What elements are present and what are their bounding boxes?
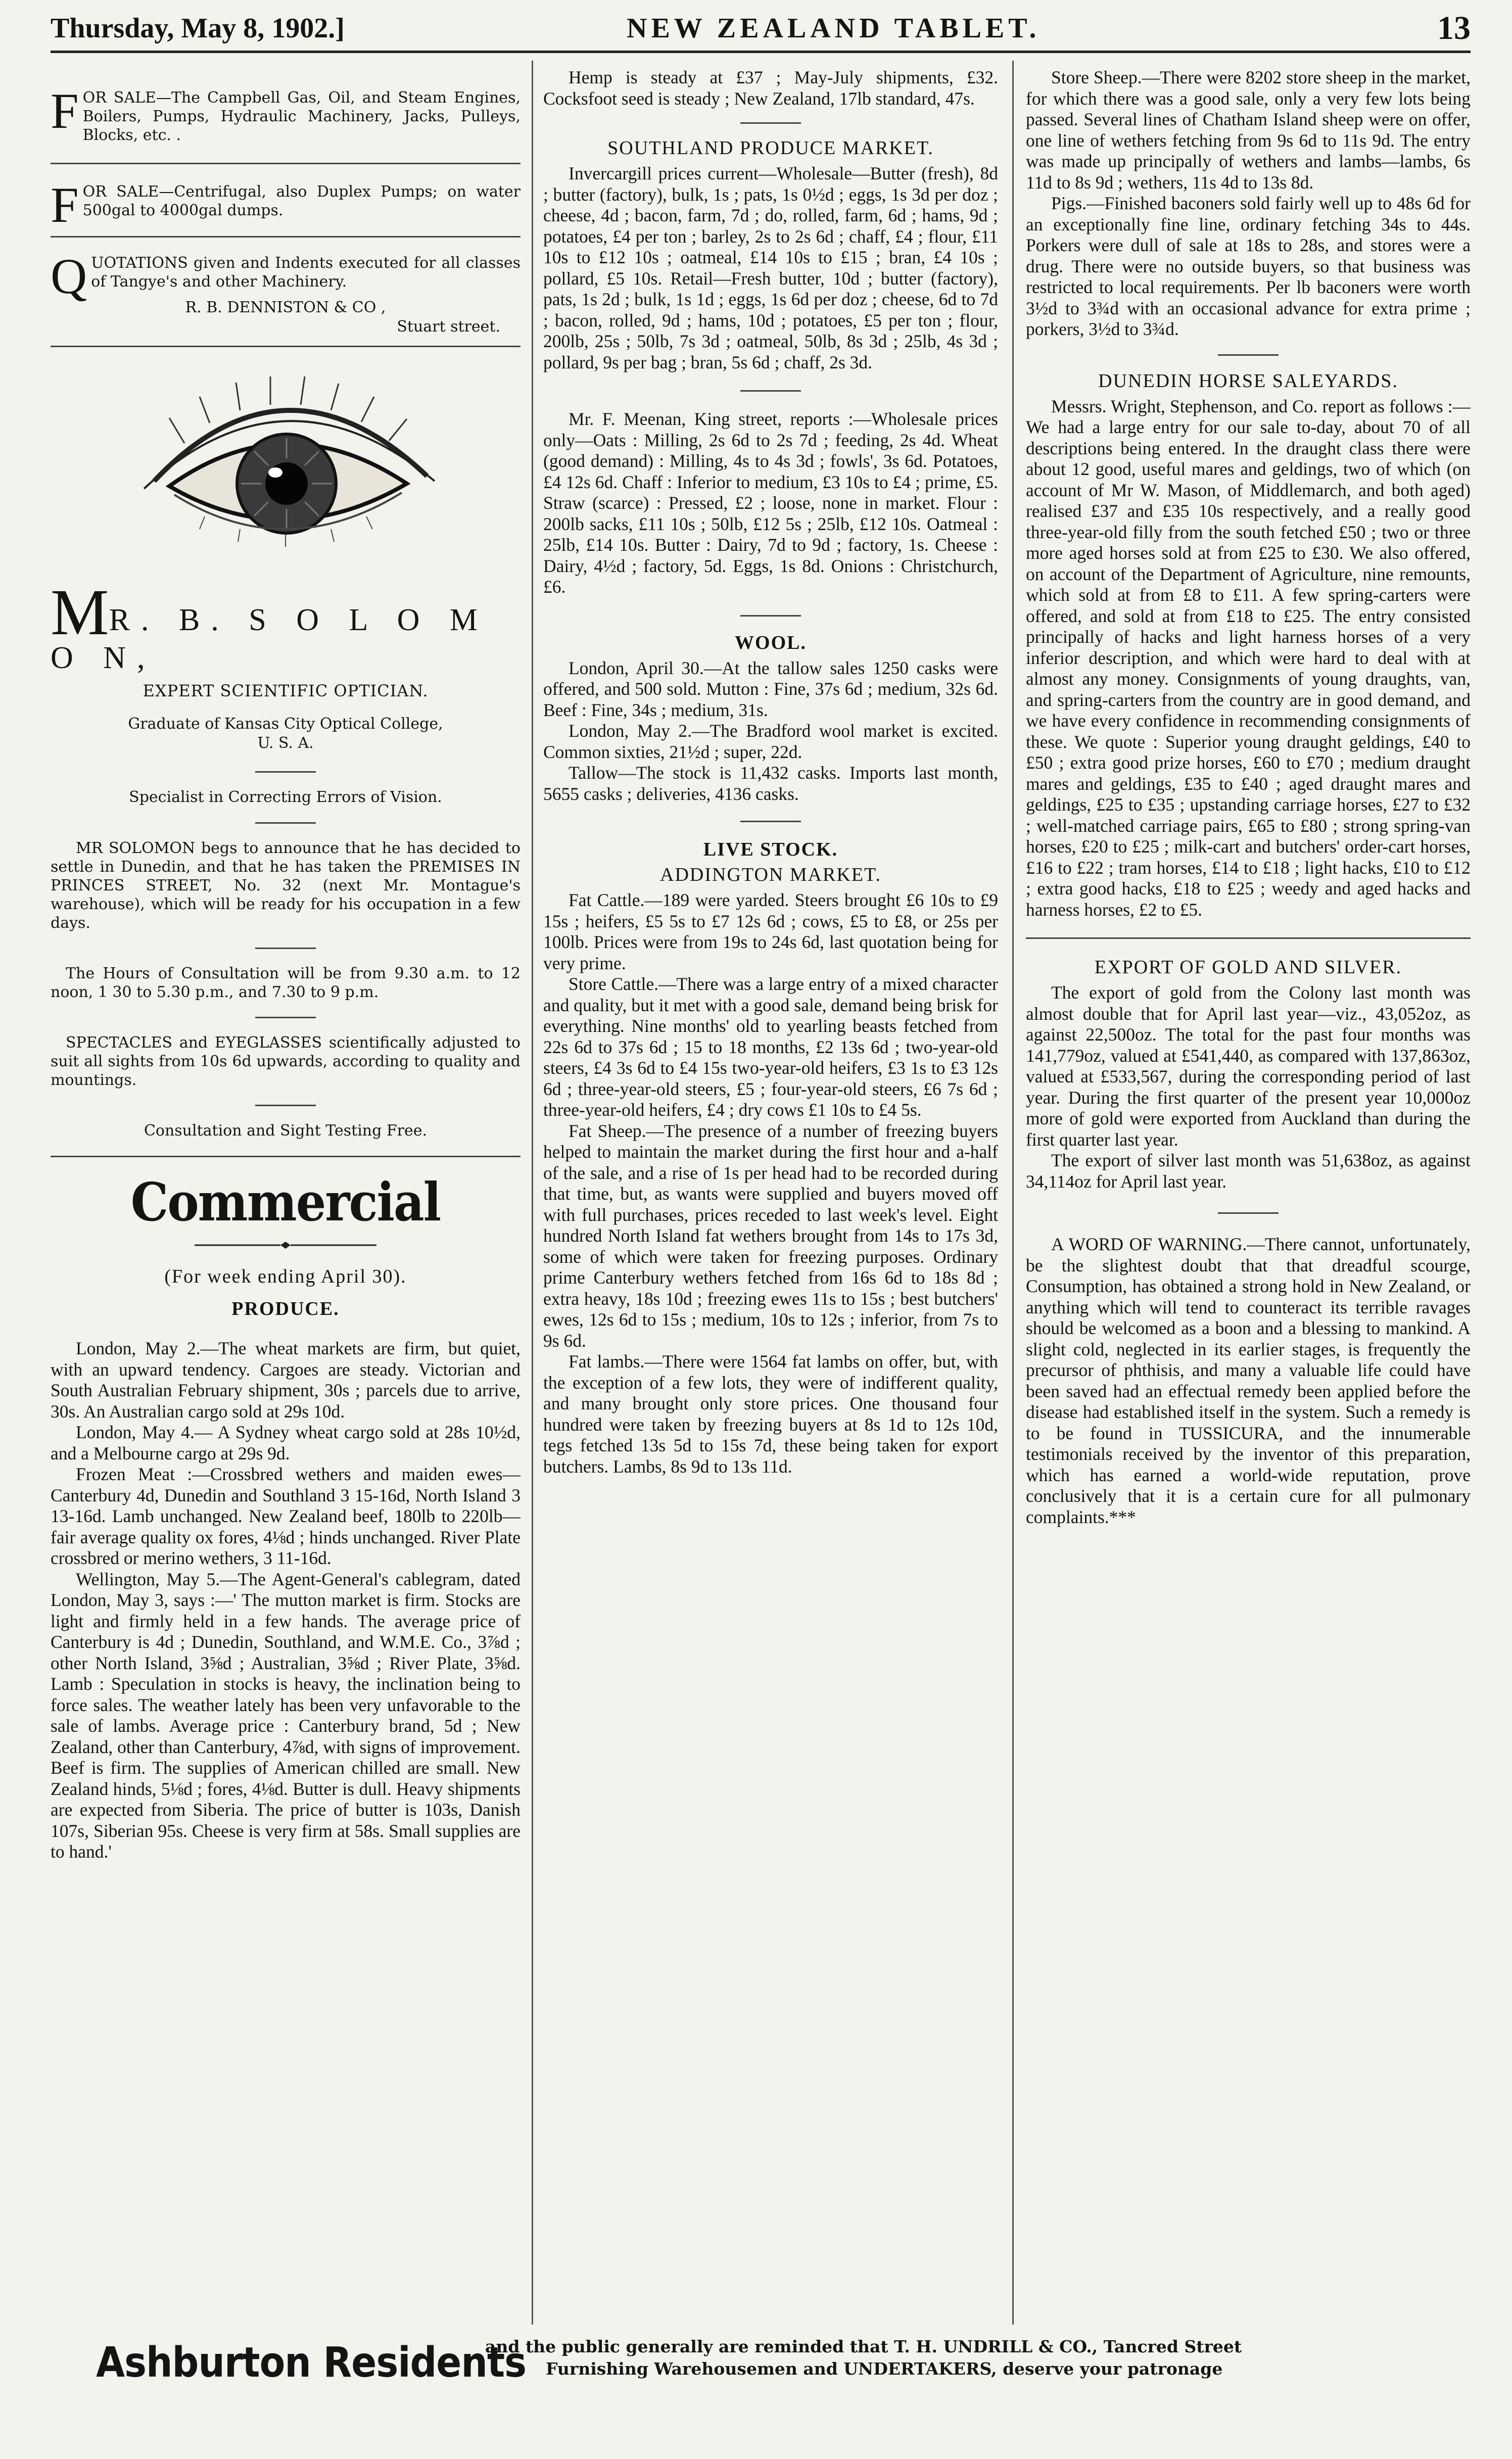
divider xyxy=(255,948,316,949)
consultation-free: Consultation and Sight Testing Free. xyxy=(144,1122,428,1140)
produce-paragraph: London, May 4.— A Sydney wheat cargo sold at 28s 10½d, and a Melbourne cargo at 29s 9d. xyxy=(51,1422,521,1463)
divider xyxy=(255,1105,316,1106)
ad-quotations xyxy=(51,248,521,304)
column-2 xyxy=(543,63,998,2317)
footer-advertisement xyxy=(51,2325,1471,2446)
commercial-section-title: Commercial xyxy=(130,1171,441,1233)
ad-text: UOTATIONS given and Indents executed for all classes of Tangye's and other Machinery. xyxy=(91,254,521,291)
eye-icon xyxy=(124,362,447,575)
week-ending: (For week ending April 30). xyxy=(164,1266,407,1287)
dealer-address: Stuart street. xyxy=(397,318,500,336)
wool-paragraph: London, May 2.—The Bradford wool market is excited. Common sixties, 21½d ; super, 22d. xyxy=(543,721,998,762)
divider xyxy=(740,821,801,822)
name-rest: R. B. S O L O M O N, xyxy=(51,603,489,675)
spectacles-notice: SPECTACLES and EYEGLASSES scientifically adjusted to suit all sights from 10s 6d upwards, according to quality and mountings. xyxy=(51,1034,521,1089)
optician-title: EXPERT SCIENTIFIC OPTICIAN. xyxy=(143,681,429,700)
addington-heading: ADDINGTON MARKET. xyxy=(660,864,881,885)
store-sheep-paragraph: Store Sheep.—There were 8202 store sheep in the market, for which there was a good sale, only a very few lots being passed. Several lines of Chatham Island sheep were on offer, one line of wethers fetching from 9s 6d to 11s 9d. The entry was made up principally of wethers and lambs—lambs, 6s 11d to 8s 9d ; wethers, 11s 4d to 13s 8d. xyxy=(1026,67,1471,193)
divider xyxy=(255,822,316,824)
gold-silver-heading: EXPORT OF GOLD AND SILVER. xyxy=(1094,957,1402,978)
store-cattle-paragraph: Store Cattle.—There was a large entry of a mixed character and quality, but it met with a good sale, demand being brisk for everything. Nine months' old to yearling beasts fetched from 22s 6d to 37s 6d ; 15 to 18 months, £2 13s 6d ; two-year-old steers, £4 3s 6d to £4 15s two-year-old heifers, £3 1s to £3 12s 6d ; three-year-old steers, £5 ; four-year-old steers, £6 7s 6d ; three-year-old heifers, £4 ; dry cows £1 10s to £4 5s. xyxy=(543,974,998,1120)
wool-paragraph: Tallow—The stock is 11,432 casks. Imports last month, 5655 casks ; deliveries, 4136 casks. xyxy=(543,763,998,804)
ornament-rule-icon xyxy=(195,1240,376,1250)
wool-heading: WOOL. xyxy=(735,632,807,653)
consultation-hours: The Hours of Consultation will be from 9.30 a.m. to 12 noon, 1 30 to 5.30 p.m., and 7.30 to 9 p.m. xyxy=(51,965,521,1001)
warning-notice: A WORD OF WARNING.—There cannot, unfortunately, be the slightest doubt that that dreadful scourge, Consumption, has obtained a strong hold in New Zealand, or anything which will tend to counteract its terrible ravages should be welcomed as a boon and a blessing to mankind. A slight cold, neglected in its earlier stages, is frequently the precursor of phthisis, and many a valuable life could have been saved had an effectual remedy been applied before the disease had established itself in the system. Such a remedy is to be found in TUSSICURA, and the innumerable testimonials received by the inventor of this preparation, which has earned a world-wide reputation, prove conclusively that it is a certain cure for all pulmonary complaints.*** xyxy=(1026,1234,1471,1527)
ad-for-sale-pumps xyxy=(51,177,521,233)
dealer-name: R. B. DENNISTON & CO , xyxy=(185,299,386,316)
dropcap: F xyxy=(51,83,79,139)
solomon-announcement: MR SOLOMON begs to announce that he has decided to settle in Dunedin, and that he has taken the PREMISES IN PRINCES STREET, No. 32 (next Mr. Montague's warehouse), which will be ready for his occupation in a few days. xyxy=(51,839,521,932)
ad-for-sale-engines xyxy=(51,83,521,145)
footer-line-2: Furnishing Warehousemen and UNDERTAKERS, deserve your patronage xyxy=(546,2359,1223,2379)
produce-heading: PRODUCE. xyxy=(231,1298,340,1319)
ad-text: OR SALE—The Campbell Gas, Oil, and Steam Engines, Boilers, Pumps, Hydraulic Machinery, Jacks, Pulleys, Blocks, etc. . xyxy=(82,89,521,144)
produce-paragraph: London, May 2.—The wheat markets are firm, but quiet, with an upward tendency. Cargoes are steady. Victorian and South Australian February shipment, 30s ; parcels due to arrive, 30s. An Australian cargo sold at 29s 10d. xyxy=(51,1338,521,1422)
ad-text: OR SALE—Centrifugal, also Duplex Pumps; on water 500gal to 4000gal dumps. xyxy=(82,183,521,219)
graduate-line-1: Graduate of Kansas City Optical College, xyxy=(128,715,443,733)
silver-export-paragraph: The export of silver last month was 51,638oz, as against 34,114oz for April last year. xyxy=(1026,1150,1471,1192)
divider xyxy=(51,1156,521,1157)
eye-illustration xyxy=(51,357,521,580)
horse-sale-report: Messrs. Wright, Stephenson, and Co. report as follows :—We had a large entry for our sale to-day, about 70 of all descriptions being entered. In the draught class there were about 12 good, useful mares and geldings, two of which (on account of Mr W. Mason, of Middlemarch, and both aged) realised £37 and £35 10s respectively, and a really good three-year-old filly from the south fetched £50 ; two or three more aged horses sold at from £25 to £30. We also offered, on account of the Department of Agriculture, nine remounts, which sold at from £8 to £11. A few spring-carters were offered, and sold at from £18 to £25. The entry consisted principally of hacks and light harness horses of a very inferior description, and which were hard to deal with at almost any money. Consignments of young draughts, van, and spring-carters from the country are in good demand, and we have every confidence in recommending consignments of these. We quote : Superior young draught geldings, £40 to £50 ; extra good prize horses, £60 to £70 ; medium draught mares and geldings, £35 to £40 ; aged draught mares and geldings, £25 to £35 ; upstanding carriage horses, £27 to £32 ; well-matched carriage pairs, £65 to £80 ; strong spring-van horses, £20 to £25 ; milk-cart and butchers' order-cart horses, £16 to £22 ; tram horses, £14 to £18 ; light hacks, £10 to £12 ; extra good hacks, £18 to £25 ; weedy and aged hacks and harness horses, £2 to £5. xyxy=(1026,396,1471,920)
column-1 xyxy=(51,63,521,2317)
invercargill-prices: Invercargill prices current—Wholesale—Butter (fresh), 8d ; butter (factory), bulk, 1s ; pats, 1s 0½d ; eggs, 1s 3d per doz ; cheese, 4d ; bacon, farm, 7d ; do, rolled, farm, 6d ; hams, 9d ; potatoes, £4 per ton ; barley, 2s to 2s 6d ; chaff, £4 ; flour, £11 10s to £12 10s ; oatmeal, £14 10s to £15 ; bran, £4 10s ; pollard, £5 10s. Retail—Fresh butter, 10d ; butter (factory), pats, 1s 2d ; bulk, 1s 1d ; eggs, 1s 6d per doz ; cheese, 6d to 7d ; bacon, rolled, 9d ; hams, 10d ; potatoes, £5 per ton ; flour, 200lb, 25s ; 50lb, 7s 3d ; oatmeal, 50lb, 8s 3d ; 25lb, 4s 3d ; pollard, 9s per bag ; bran, 5s 6d ; chaff, 2s 3d. xyxy=(543,163,998,372)
produce-paragraph: Frozen Meat :—Crossbred wethers and maiden ewes—Canterbury 4d, Dunedin and Southland 3 15-16d, North Island 3 13-16d. Lamb unchanged. New Zealand beef, 180lb to 220lb—fair average quality ox fores, 4⅛d ; hinds unchanged. River Plate crossbred or merino wethers, 3 11-16d. xyxy=(51,1464,521,1568)
divider xyxy=(51,163,521,164)
fat-lambs-paragraph: Fat lambs.—There were 1564 fat lambs on offer, but, with the exception of a few lots, they were of indifferent quality, and many brought only store prices. One thousand four hundred were taken by freezing buyers at 8s 1d to 12s 10d, tegs fetched 13s 5d to 15s 7d, these being taken for export butchers. Lambs, 8s 9d to 13s 11d. xyxy=(543,1351,998,1477)
page-number: 13 xyxy=(1437,10,1471,46)
footer-line-1: and the public generally are reminded that T. H. UNDRILL & CO., Tancred Street xyxy=(485,2337,1242,2356)
produce-paragraph: Wellington, May 5.—The Agent-General's cablegram, dated London, May 3, says :—' The mutton market is firm. Stocks are light and firmly held in a few hands. The average price of Canterbury is 4d ; Dunedin, Southland, and W.M.E. Co., 3⅞d ; other North Island, 3⅝d ; Australian, 3⅝d ; River Plate, 3⅝d. Lamb : Speculation in stocks is heavy, the inclination being to force sales. The weather lately has been very unfavorable to the sale of lambs. Average price : Canterbury brand, 5d ; New Zealand, other than Canterbury, 4⅞d, with signs of improvement. Beef is firm. The supplies of American chilled are small. New Zealand hinds, 5⅛d ; fores, 4⅛d. Butter is dull. Heavy shipments are expected from Siberia. The price of butter is 103s, Danish 107s, Siberian 95s. Cheese is very firm at 58s. Small supplies are to hand.' xyxy=(51,1569,521,1862)
footer-brand: Ashburton Residents xyxy=(96,2339,527,2387)
divider xyxy=(1218,354,1279,356)
publication-title: NEW ZEALAND TABLET. xyxy=(627,13,1041,44)
column-3 xyxy=(1026,63,1471,2317)
pigs-paragraph: Pigs.—Finished baconers sold fairly well up to 48s 6d for an exceptionally fine line, ordinary fetching 34s to 44s. Porkers were dull of sale at 18s to 28s, and stores were a drug. There were no outside buyers, so that business was restricted to local requirements. Per lb baconers were worth 3½d to 3¾d with an occasional advance for extra prime ; porkers, 3½d to 3¾d. xyxy=(1026,193,1471,339)
livestock-heading: LIVE STOCK. xyxy=(703,839,838,860)
name-initial: M xyxy=(51,576,109,649)
divider xyxy=(255,771,316,773)
column-divider xyxy=(532,61,533,2325)
meenan-report: Mr. F. Meenan, King street, reports :—Wholesale prices only—Oats : Milling, 2s 6d to 2s 7d ; feeding, 2s 4d. Wheat (good demand) : Milling, 4s to 4s 3d ; fowls', 3s 6d. Potatoes, £4 12s 6d. Chaff : Inferior to medium, £3 10s to £4 ; prime, £5. Straw (scarce) : Pressed, £2 ; loose, none in market. Flour : 200lb sacks, £11 10s ; 50lb, £12 5s ; 25lb, £12 10s. Oatmeal : 25lb, £14 10s. Butter : Dairy, 7d to 9d ; factory, 1s. Cheese : Dairy, 4½d ; factory, 5d. Eggs, 1s 8d. Onions : Christchurch, £6. xyxy=(543,409,998,597)
optician-name xyxy=(51,576,521,676)
issue-date: Thursday, May 8, 1902.] xyxy=(51,13,345,44)
dropcap: F xyxy=(51,177,79,233)
divider xyxy=(740,390,801,392)
dropcap: Q xyxy=(51,248,87,304)
hemp-paragraph: Hemp is steady at £37 ; May-July shipments, £32. Cocksfoot seed is steady ; New Zealand, 17lb standard, 47s. xyxy=(543,67,998,109)
graduate-line-2: U. S. A. xyxy=(257,734,314,752)
divider xyxy=(740,122,801,124)
running-head xyxy=(51,9,1471,50)
footer-text xyxy=(485,2336,1445,2380)
specialist-line: Specialist in Correcting Errors of Vision. xyxy=(129,788,442,806)
horse-saleyards-heading: DUNEDIN HORSE SALEYARDS. xyxy=(1098,370,1398,392)
divider xyxy=(51,236,521,238)
gold-export-paragraph: The export of gold from the Colony last month was almost double that for April last year—viz., 43,052oz, as against 22,500oz. The total for the past four months was 141,779oz, valued at £541,440, as compared with 137,863oz, valued at £533,567, during the corresponding period of last year. During the first quarter of the present year 10,000oz more of gold were exported from Auckland than during the first quarter last year. xyxy=(1026,982,1471,1150)
divider xyxy=(255,1017,316,1018)
divider xyxy=(1026,937,1471,939)
southland-heading: SOUTHLAND PRODUCE MARKET. xyxy=(607,137,934,159)
fat-cattle-paragraph: Fat Cattle.—189 were yarded. Steers brought £6 10s to £9 15s ; heifers, £5 5s to £7 12s 6d ; cows, £5 to £8, or 25s per 100lb. Prices were from 19s to 24s 6d, last quotation being for very prime. xyxy=(543,890,998,973)
divider xyxy=(740,615,801,617)
divider xyxy=(51,346,521,347)
divider xyxy=(1218,1212,1279,1214)
wool-paragraph: London, April 30.—At the tallow sales 1250 casks were offered, and 500 sold. Mutton : Fine, 37s 6d ; medium, 32s 6d. Beef : Fine, 34s ; medium, 31s. xyxy=(543,657,998,720)
column-divider xyxy=(1012,61,1014,2325)
head-rule xyxy=(51,51,1471,53)
fat-sheep-paragraph: Fat Sheep.—The presence of a number of freezing buyers helped to maintain the market during the first hour and a-half of the sale, and a rise of 1s per head had to be recorded during that time, but, as wants were supplied and buyers moved off with full purchases, prices receded to last week's level. Eight hundred North Island fat wethers brought from 14s to 17s 3d, some of which were taken for freezing purposes. Ordinary prime Canterbury wethers fetched from 16s 6d to 18s 8d ; extra heavy, 18s 10d ; freezing ewes 11s to 15s ; best butchers' ewes, 12s 6d to 15s ; medium, 10s to 12s ; inferior, from 7s to 9s 6d. xyxy=(543,1120,998,1351)
